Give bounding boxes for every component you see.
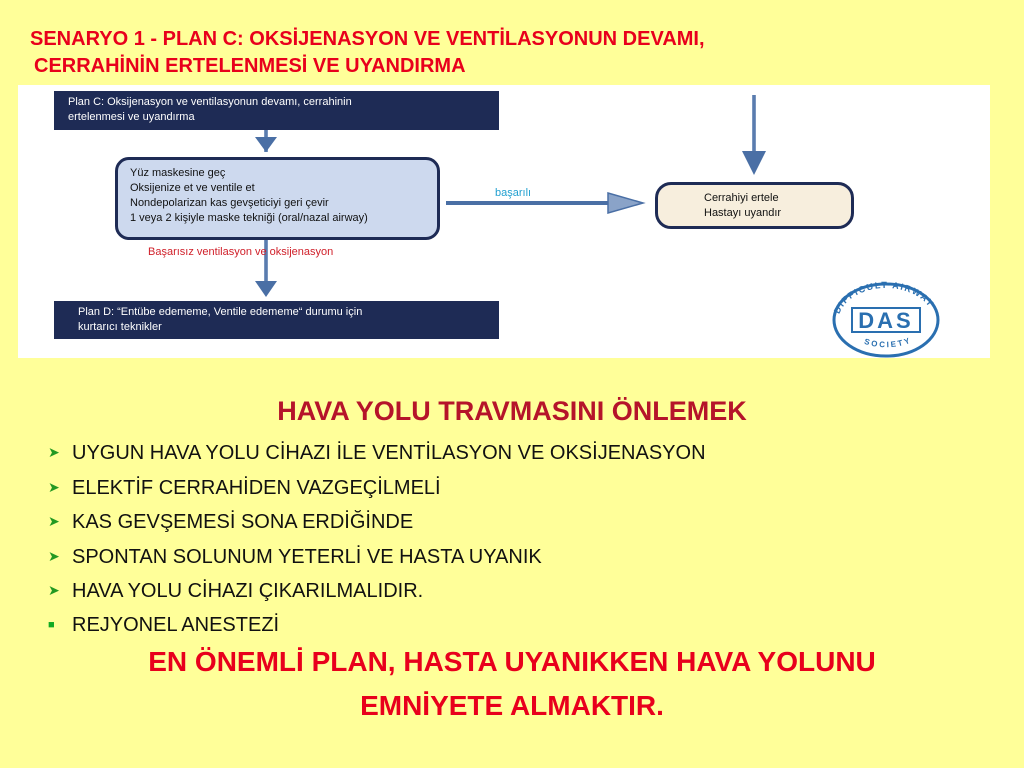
title-line-1: SENARYO 1 - PLAN C: OKSİJENASYON VE VENTİLASYONUN DEVAMI,	[30, 28, 705, 50]
arrow-bullet-icon: ➤	[48, 444, 60, 460]
plan-d-line-2: kurtarıcı teknikler	[78, 321, 162, 333]
logo-ring-text-bottom: SOCIETY	[863, 335, 913, 350]
list-item-text: ELEKTİF CERRAHİDEN VAZGEÇİLMELİ	[72, 476, 441, 499]
conclusion-line-2: EMNİYETE ALMAKTIR.	[360, 690, 664, 721]
list-item	[48, 471, 706, 506]
success-label: başarılı	[495, 187, 532, 199]
arrow-bullet-icon: ➤	[48, 478, 60, 495]
outcome-line-2: Hastayı uyandır	[704, 207, 782, 219]
logo-ring-text: DIFFICULT AIRWAY	[831, 279, 937, 316]
step-item: Oksijenize et ve ventile et	[130, 182, 255, 194]
list-item	[48, 609, 706, 643]
plan-c-header	[54, 91, 499, 130]
failure-label: Başarısız ventilasyon ve oksijenasyon	[148, 246, 334, 258]
step-item: 1 veya 2 kişiyle maske tekniği (oral/nazal airway)	[130, 212, 368, 224]
conclusion-text	[0, 640, 1024, 728]
arrow-down-to-steps	[255, 130, 277, 152]
arrow-success	[446, 193, 643, 213]
outcome-box	[655, 182, 854, 229]
list-item	[48, 540, 706, 575]
plan-c-line-1: Plan C: Oksijenasyon ve ventilasyonun devamı, cerrahinin	[68, 96, 352, 108]
list-item-text: SPONTAN SOLUNUM YETERLİ VE HASTA UYANIK	[72, 545, 542, 568]
step-item: Yüz maskesine geç	[130, 167, 226, 179]
list-item-text: KAS GEVŞEMESİ SONA ERDİĞİNDE	[72, 511, 414, 533]
step-item: Nondepolarizan kas gevşeticiyi geri çevir	[130, 197, 329, 209]
arrow-bullet-icon: ➤	[48, 582, 60, 598]
section-heading: HAVA YOLU TRAVMASINI ÖNLEMEK	[277, 396, 747, 426]
plan-c-line-2: ertelenmesi ve uyandırma	[68, 111, 195, 123]
conclusion-line-1: EN ÖNEMLİ PLAN, HASTA UYANIKKEN HAVA YOLUNU	[148, 646, 876, 677]
square-bullet-icon: ■	[48, 618, 55, 631]
das-logo	[816, 278, 956, 358]
list-item	[48, 436, 706, 471]
arrow-down-to-outcome	[742, 95, 766, 175]
arrow-bullet-icon: ➤	[48, 513, 60, 529]
bullet-list	[48, 436, 706, 642]
list-item-text: UYGUN HAVA YOLU CİHAZI İLE VENTİLASYON VE OKSİJENASYON	[72, 442, 706, 464]
list-item-text: HAVA YOLU CİHAZI ÇIKARILMALIDIR.	[72, 580, 424, 602]
outcome-line-1: Cerrahiyi ertele	[704, 192, 779, 204]
list-item	[48, 505, 706, 540]
plan-d-footer	[54, 301, 499, 339]
logo-abbr: DAS	[858, 308, 914, 333]
steps-box	[115, 157, 440, 240]
slide-title	[30, 26, 970, 80]
plan-c-flowchart	[18, 85, 990, 358]
arrow-bullet-icon: ➤	[48, 547, 60, 564]
list-item	[48, 574, 706, 609]
title-line-2: CERRAHİNİN ERTELENMESİ VE UYANDIRMA	[34, 55, 466, 77]
list-item-text: REJYONEL ANESTEZİ	[72, 613, 280, 636]
plan-d-line-1: Plan D: “Entübe edememe, Ventile edememe“ durumu için	[78, 306, 363, 318]
